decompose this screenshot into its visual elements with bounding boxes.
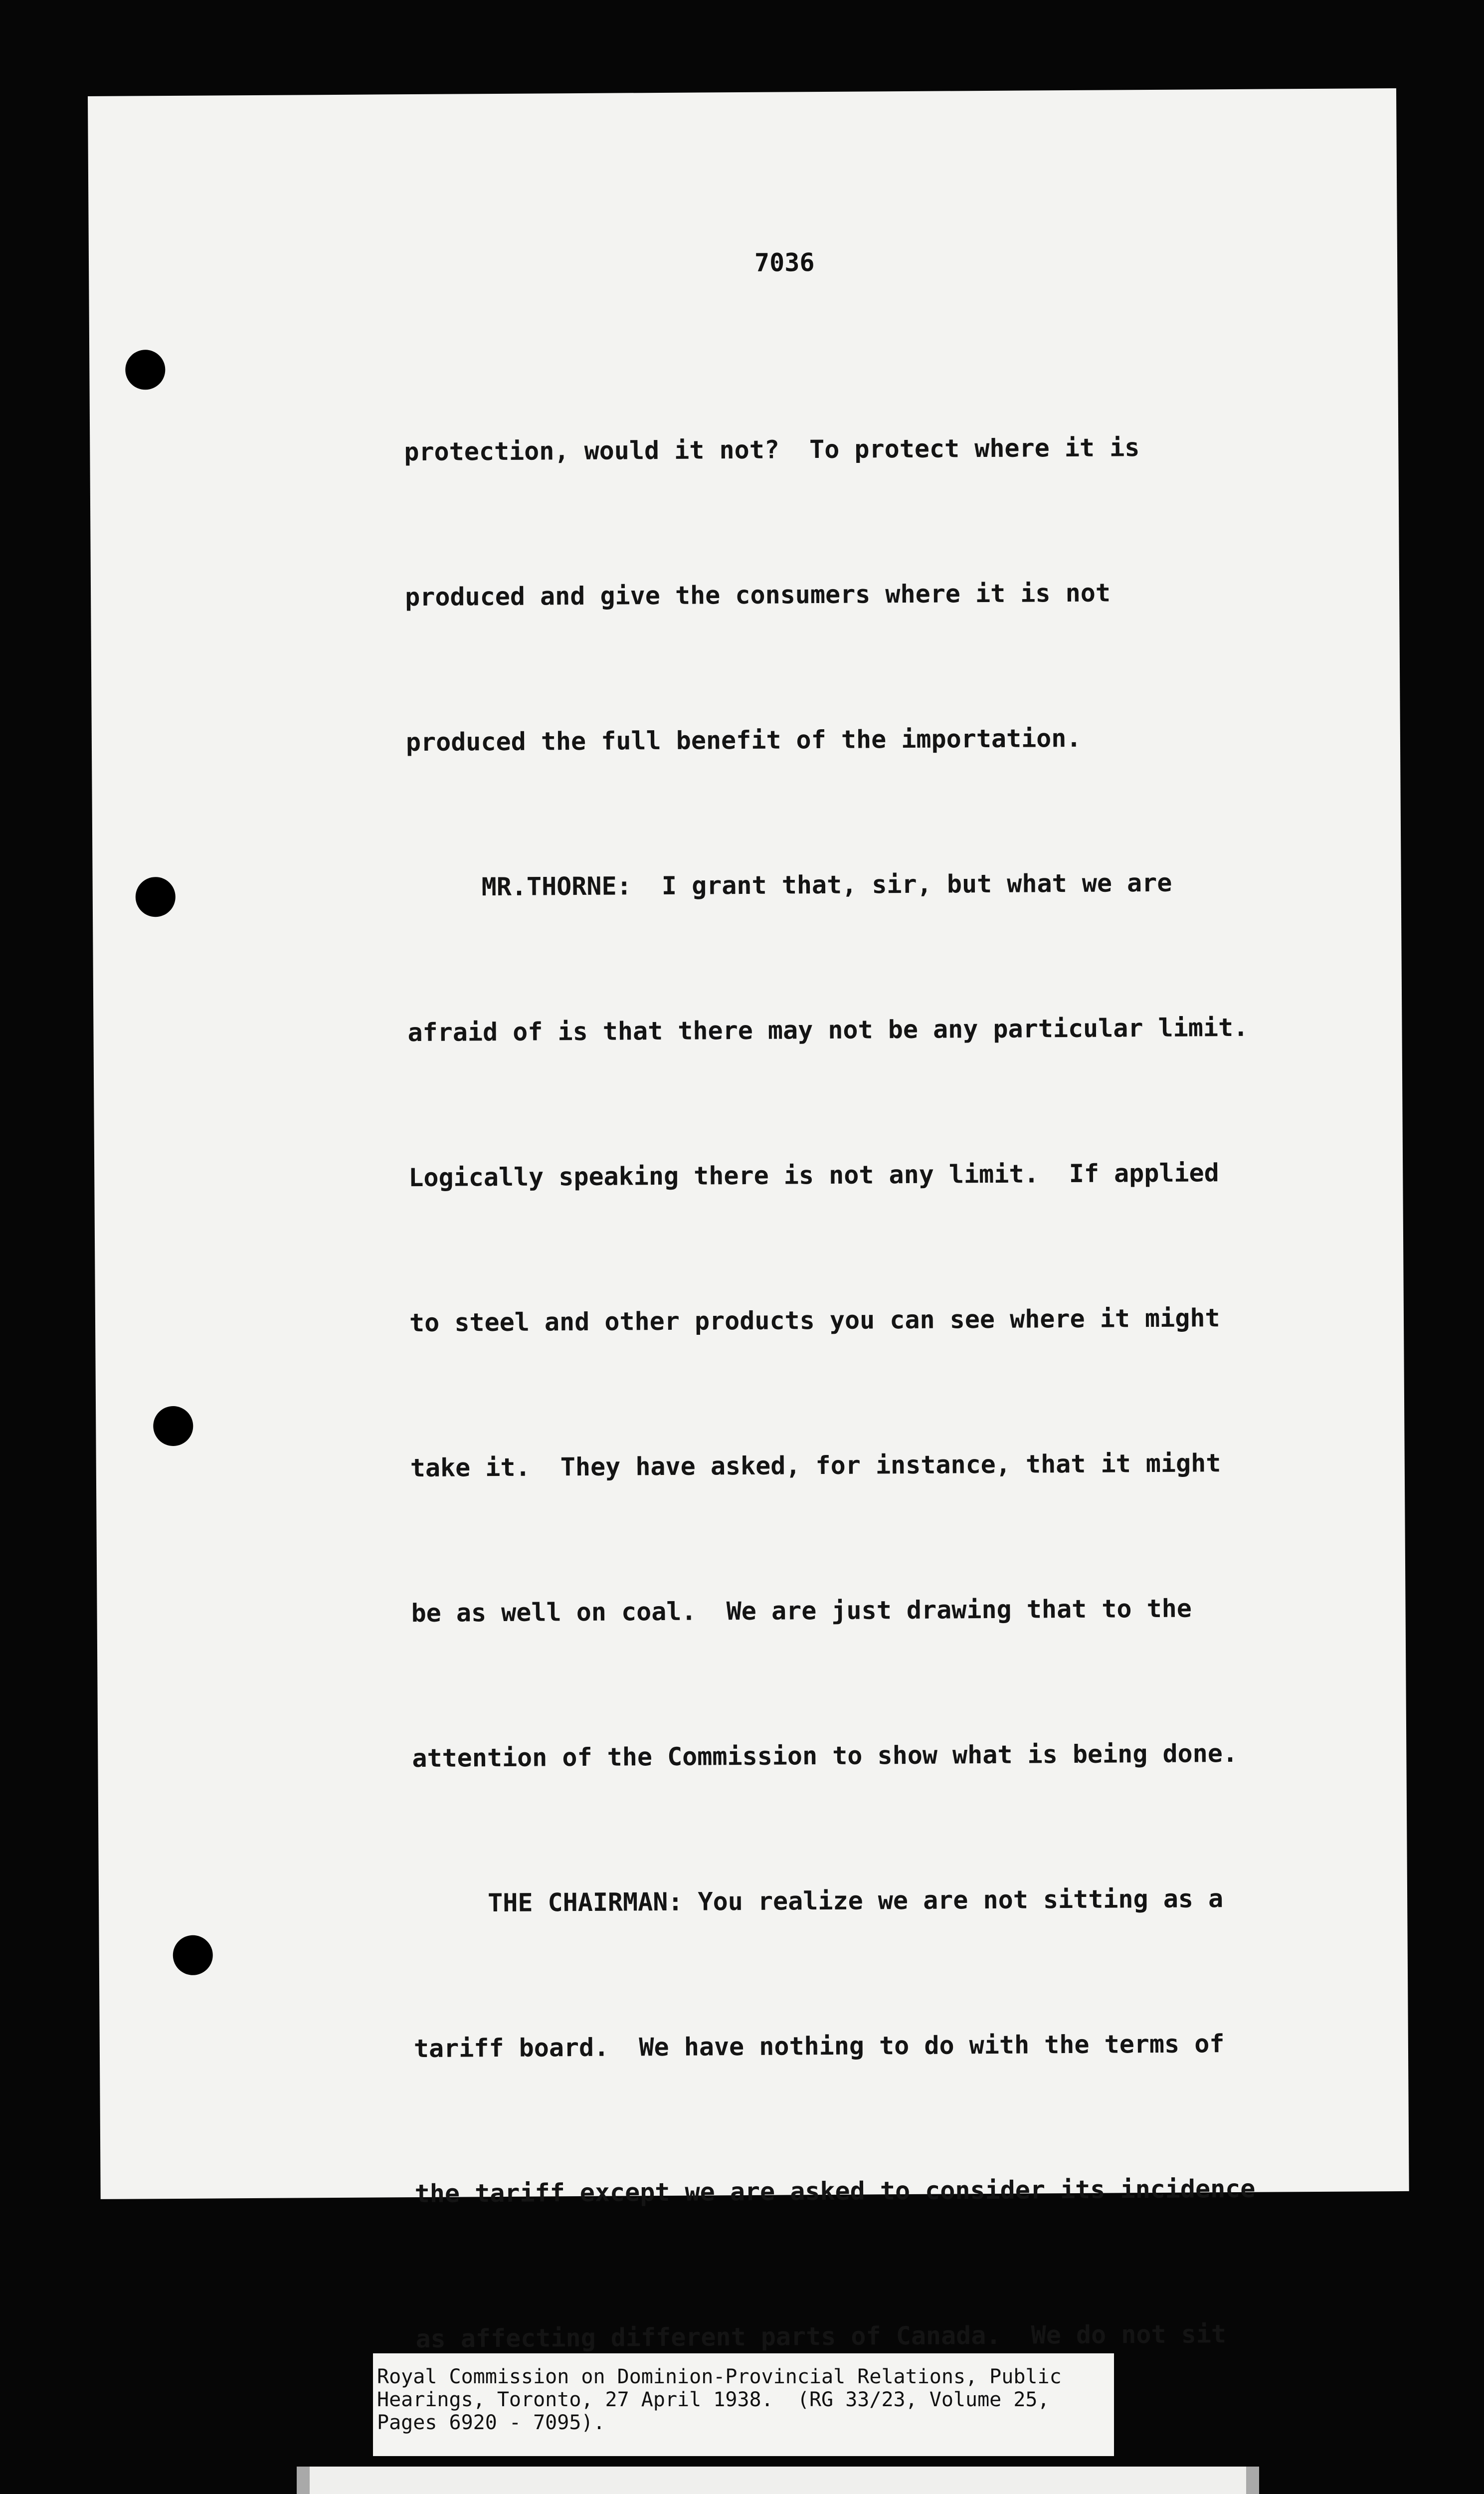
text-line: tariff board. We have nothing to do with the terms of	[413, 2029, 1225, 2064]
punch-hole	[136, 877, 176, 917]
text-line: attention of the Commission to show what is being done.	[412, 1738, 1238, 1773]
typed-text	[403, 326, 1357, 2494]
text-line: be as well on coal. We are just drawing that to the	[411, 1594, 1192, 1628]
caption-line: Pages 6920 - 7095).	[377, 2411, 605, 2434]
text-line: take it. They have asked, for instance, that it might	[410, 1449, 1221, 1483]
caption-line: Hearings, Toronto, 27 April 1938. (RG 33/23, Volume 25,	[377, 2388, 1050, 2411]
text-line: Logically speaking there is not any limit. If applied	[408, 1158, 1219, 1193]
text-line: produced and give the consumers where it is not	[404, 578, 1111, 612]
archives-stamp	[297, 2467, 1259, 2494]
archive-caption-label	[373, 2353, 1114, 2456]
page-number: 7036	[754, 248, 815, 277]
text-line: produced the full benefit of the importation.	[405, 723, 1082, 757]
text-line: afraid of is that there may not be any particular limit.	[407, 1013, 1249, 1047]
speaker-line: THE CHAIRMAN: You realize we are not sitting as a	[487, 1884, 1224, 1918]
punch-hole	[125, 350, 165, 390]
text-line: as affecting different parts of Canada. We do not sit	[415, 2319, 1227, 2354]
punch-hole	[153, 1406, 193, 1446]
punch-hole	[173, 1935, 213, 1975]
text-line: to steel and other products you can see where it might	[409, 1303, 1220, 1338]
document-page	[88, 88, 1409, 2354]
text-line: protection, would it not? To protect where it is	[404, 433, 1140, 467]
caption-line: Royal Commission on Dominion-Provincial Relations, Public	[377, 2365, 1062, 2388]
text-line: the tariff except we are asked to consider its incidence	[414, 2174, 1256, 2209]
speaker-line: MR.THORNE: I grant that, sir, but what we are	[481, 868, 1172, 902]
